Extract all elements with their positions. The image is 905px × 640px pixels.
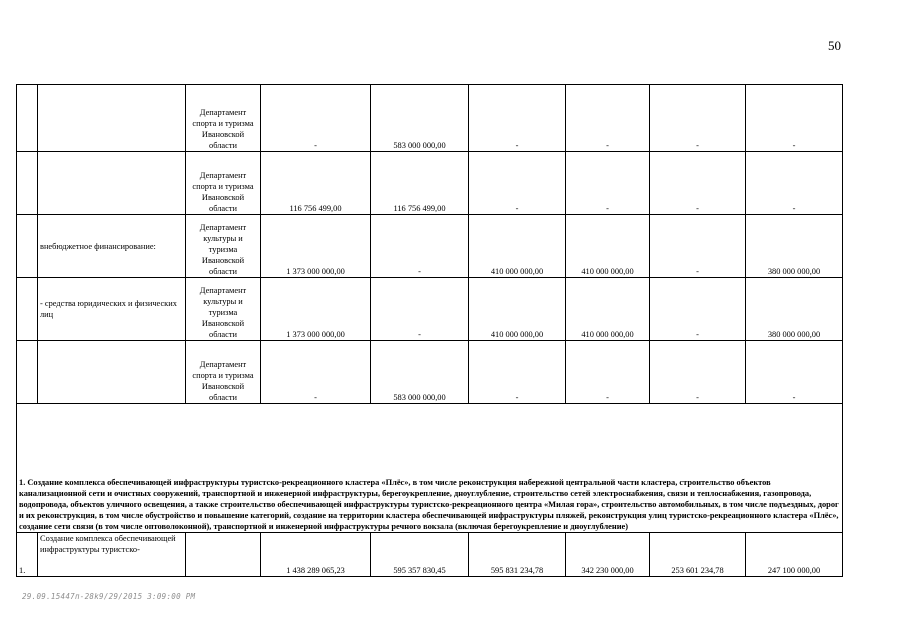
value-cell: -: [261, 341, 371, 404]
document-footer: 29.09.15447п-28k9/29/2015 3:09:00 PM: [22, 592, 196, 601]
value-cell: 410 000 000,00: [469, 278, 566, 341]
value-cell: 583 000 000,00: [371, 85, 469, 152]
index-cell: [17, 85, 38, 152]
value-cell: -: [371, 215, 469, 278]
value-cell: 1 438 289 065,23: [261, 533, 371, 577]
value-cell: 116 756 499,00: [371, 152, 469, 215]
value-cell: 595 357 830,45: [371, 533, 469, 577]
value-cell: -: [650, 341, 746, 404]
department-cell: Департамент спорта и туризма Ивановской области: [186, 152, 261, 215]
department-cell: Департамент спорта и туризма Ивановской области: [186, 341, 261, 404]
value-cell: -: [746, 85, 843, 152]
value-cell: -: [469, 85, 566, 152]
value-cell: -: [650, 215, 746, 278]
table-row: [17, 341, 843, 404]
department-cell: Департамент спорта и туризма Ивановской области: [186, 85, 261, 152]
value-cell: -: [650, 278, 746, 341]
department-cell: Департамент культуры и туризма Ивановской области: [186, 215, 261, 278]
value-cell: -: [746, 341, 843, 404]
table-row: [17, 215, 843, 278]
value-cell: 595 831 234,78: [469, 533, 566, 577]
event-name-cell: Создание комплекса обеспечивающей инфраструктуры туристско-: [38, 533, 186, 577]
value-cell: 1 373 000 000,00: [261, 278, 371, 341]
table-row: [17, 278, 843, 341]
value-cell: 253 601 234,78: [650, 533, 746, 577]
value-cell: 410 000 000,00: [566, 278, 650, 341]
section-row: [17, 404, 843, 533]
index-cell: 1.: [17, 533, 38, 577]
value-cell: -: [650, 152, 746, 215]
value-cell: -: [469, 152, 566, 215]
page-number: 50: [828, 38, 841, 53]
value-cell: 410 000 000,00: [469, 215, 566, 278]
value-cell: -: [566, 341, 650, 404]
source-cell: [38, 85, 186, 152]
value-cell: -: [469, 341, 566, 404]
value-cell: -: [371, 278, 469, 341]
value-cell: 116 756 499,00: [261, 152, 371, 215]
value-cell: 247 100 000,00: [746, 533, 843, 577]
table-row: [17, 85, 843, 152]
source-cell: [38, 152, 186, 215]
section-heading: 1. Создание комплекса обеспечивающей инфраструктуры туристско-рекреационного кластера «Плёс», в том числе реконструкция набережной центральной части кластера, строительство объектов канализационной сети и очистных сооружений, транспортной и инженерной инфраструктуры, берегоукрепление, дноуглубление, строительство сетей электроснабжения, связи и теплоснабжения, газопровода, водопровода, объектов уличного освещения, а также строительство обеспечивающей инфраструктуры туристско-рекреационного центра «Милая гора», строительство автомобильных, в том числе подъездных, дорог и их реконструкция, в том числе обустройство и повышение категорий, создание на территории кластера обеспечивающей инфраструктуры пляжей, реконструкция улиц туристско-рекреационного кластера «Плёс», создание сети связи (в том числе оптоволоконной), транспортной и инженерной инфраструктуры речного вокзала (включая берегоукрепление и дноуглубление): [17, 404, 843, 533]
value-cell: 342 230 000,00: [566, 533, 650, 577]
value-cell: -: [746, 152, 843, 215]
index-cell: [17, 215, 38, 278]
value-cell: 1 373 000 000,00: [261, 215, 371, 278]
value-cell: 380 000 000,00: [746, 278, 843, 341]
value-cell: -: [261, 85, 371, 152]
value-cell: 583 000 000,00: [371, 341, 469, 404]
source-cell: - средства юридических и физических лиц: [38, 278, 186, 341]
index-cell: [17, 341, 38, 404]
value-cell: -: [566, 85, 650, 152]
table-row: [17, 533, 843, 577]
department-cell: [186, 533, 261, 577]
budget-table: [16, 84, 843, 577]
index-cell: [17, 152, 38, 215]
value-cell: 380 000 000,00: [746, 215, 843, 278]
value-cell: -: [566, 152, 650, 215]
index-cell: [17, 278, 38, 341]
value-cell: -: [650, 85, 746, 152]
table-row: [17, 152, 843, 215]
value-cell: 410 000 000,00: [566, 215, 650, 278]
source-cell: внебюджетное финансирование:: [38, 215, 186, 278]
department-cell: Департамент культуры и туризма Ивановской области: [186, 278, 261, 341]
source-cell: [38, 341, 186, 404]
